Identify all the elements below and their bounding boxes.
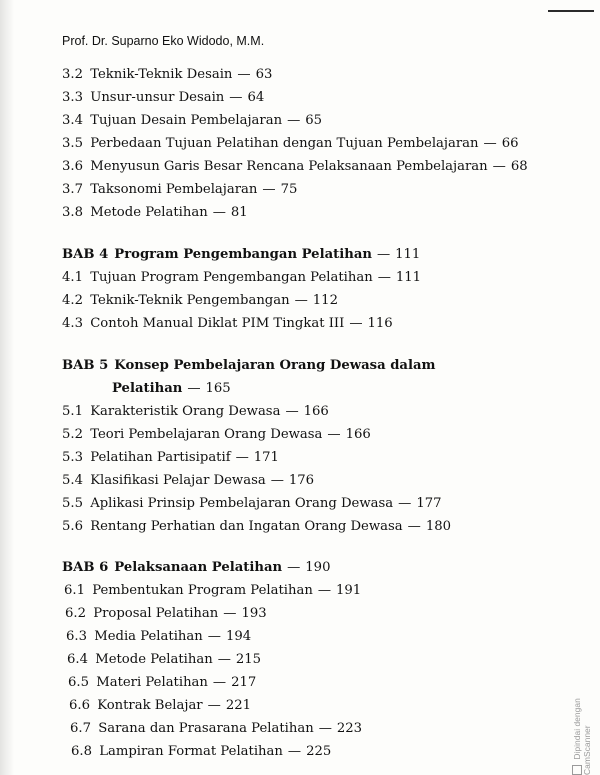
toc-number: 6.7: [70, 721, 91, 736]
toc-number: 6.6: [69, 698, 90, 713]
toc-title: Tujuan Desain Pembelajaran: [90, 113, 283, 128]
toc-number: 6.2: [65, 606, 86, 621]
toc-dash: —: [398, 496, 412, 511]
toc-number: 5.6: [62, 519, 83, 534]
toc-entry-6-8: [71, 744, 331, 759]
toc-page: 180: [425, 519, 451, 534]
toc-entry-3-4: [62, 113, 322, 128]
toc-dash: —: [270, 473, 284, 488]
toc-entry-4-2: [62, 293, 338, 308]
toc-page: 111: [395, 270, 422, 285]
toc-number: 5.2: [62, 427, 83, 442]
toc-page: 166: [345, 427, 371, 442]
toc-dash: —: [212, 205, 226, 220]
toc-dash: —: [207, 698, 221, 713]
toc-number: 6.5: [68, 675, 89, 690]
toc-number: 6.1: [64, 583, 85, 598]
toc-page: 217: [231, 675, 257, 690]
toc-title: Materi Pelatihan: [96, 675, 208, 690]
toc-page: 64: [247, 90, 265, 105]
toc-entry-5-3: [62, 450, 279, 465]
toc-dash: —: [287, 113, 301, 128]
toc-entry-5-6: [62, 519, 451, 534]
toc-number: 3.6: [62, 159, 83, 174]
toc-chapter-6: [62, 560, 330, 575]
toc-page: 111: [395, 247, 421, 262]
toc-entry-3-2: [62, 67, 272, 82]
toc-page: 165: [205, 381, 231, 396]
toc-dash: —: [223, 606, 237, 621]
toc-page: 191: [336, 583, 362, 598]
toc-title: Proposal Pelatihan: [93, 606, 219, 621]
toc-entry-5-1: [62, 404, 329, 419]
toc-dash: —: [327, 427, 341, 442]
toc-title: Teori Pembelajaran Orang Dewasa: [90, 427, 323, 442]
toc-chapter-5-continued: [112, 381, 231, 396]
toc-dash: —: [483, 136, 497, 151]
toc-page: 166: [303, 404, 329, 419]
toc-title: Pembentukan Program Pelatihan: [92, 583, 313, 598]
toc-page: 225: [306, 744, 332, 759]
scanner-watermark: [572, 655, 592, 775]
toc-dash: —: [212, 675, 227, 690]
toc-dash: —: [349, 316, 363, 331]
toc-title: Menyusun Garis Besar Rencana Pelaksanaan Pembelajaran: [90, 159, 488, 174]
toc-number: 3.2: [62, 67, 83, 82]
toc-entry-6-2: [65, 606, 267, 621]
toc-number: 3.4: [62, 113, 83, 128]
chapter-title: Program Pengembangan Pelatihan: [114, 247, 372, 262]
toc-number: 6.8: [71, 744, 92, 759]
toc-dash: —: [287, 744, 302, 759]
chapter-label: BAB 6: [62, 560, 109, 575]
toc-number: 5.1: [62, 404, 83, 419]
toc-page: 116: [367, 316, 393, 331]
toc-dash: —: [235, 450, 249, 465]
toc-chapter-5: [62, 358, 435, 373]
toc-dash: —: [317, 583, 332, 598]
toc-number: 4.1: [62, 270, 83, 285]
toc-dash: —: [217, 652, 231, 667]
toc-page: 63: [255, 67, 273, 82]
toc-number: 6.4: [67, 652, 88, 667]
toc-dash: —: [377, 270, 391, 285]
toc-number: 3.3: [62, 90, 83, 105]
toc-page: 177: [416, 496, 442, 511]
toc-number: 4.3: [62, 316, 83, 331]
toc-page: 112: [312, 293, 338, 308]
toc-title: Taksonomi Pembelajaran: [90, 182, 258, 197]
toc-entry-4-1: [62, 270, 421, 285]
toc-entry-6-1: [64, 583, 361, 598]
toc-title: Teknik-Teknik Pengembangan: [90, 293, 290, 308]
toc-entry-5-2: [62, 427, 371, 442]
toc-number: 5.3: [62, 450, 83, 465]
toc-dash: —: [492, 159, 506, 174]
running-header-author: Prof. Dr. Suparno Eko Widodo, M.M.: [62, 34, 265, 48]
toc-number: 6.3: [66, 629, 87, 644]
toc-entry-6-3: [66, 629, 251, 644]
toc-title: Tujuan Program Pengembangan Pelatihan: [90, 270, 373, 285]
toc-page: 66: [501, 136, 519, 151]
toc-page: 215: [235, 652, 262, 667]
chapter-title: Konsep Pembelajaran Orang Dewasa dalam: [114, 358, 436, 373]
toc-entry-5-5: [62, 496, 441, 511]
toc-entry-3-7: [62, 182, 297, 197]
toc-entry-3-5: [62, 136, 518, 151]
toc-title: Kontrak Belajar: [97, 698, 203, 713]
toc-title: Rentang Perhatian dan Ingatan Orang Dewasa: [90, 519, 403, 534]
toc-dash: —: [207, 629, 221, 644]
toc-entry-3-8: [62, 205, 248, 220]
toc-dash: —: [294, 293, 308, 308]
toc-title: Pelatihan Partisipatif: [90, 450, 231, 465]
toc-title: Aplikasi Prinsip Pembelajaran Orang Dewasa: [90, 496, 394, 511]
toc-entry-5-4: [62, 473, 314, 488]
toc-dash: —: [318, 721, 332, 736]
toc-dash: —: [229, 90, 243, 105]
toc-dash: —: [407, 519, 421, 534]
toc-dash: —: [237, 67, 251, 82]
toc-entry-4-3: [62, 316, 393, 331]
toc-page: 81: [230, 205, 248, 220]
toc-number: 3.8: [62, 205, 83, 220]
toc-page: 176: [288, 473, 315, 488]
toc-number: 4.2: [62, 293, 83, 308]
toc-dash: —: [187, 381, 201, 396]
toc-entry-6-4: [67, 652, 261, 667]
toc-title: Contoh Manual Diklat PIM Tingkat III: [90, 316, 345, 331]
toc-page: 65: [305, 113, 323, 128]
toc-page: 223: [336, 721, 363, 736]
toc-title: Unsur-unsur Desain: [90, 90, 225, 105]
chapter-title-continued: Pelatihan: [112, 381, 183, 396]
chapter-label: BAB 5: [62, 358, 109, 373]
chapter-title: Pelaksanaan Pelatihan: [114, 560, 283, 575]
chapter-label: BAB 4: [62, 247, 109, 262]
toc-title: Metode Pelatihan: [90, 205, 208, 220]
toc-title: Sarana dan Prasarana Pelatihan: [98, 721, 314, 736]
toc-entry-6-5: [68, 675, 256, 690]
scanner-watermark-text: Dipindai dengan CamScanner: [572, 698, 592, 775]
toc-number: 5.4: [62, 473, 83, 488]
toc-chapter-4: [62, 247, 420, 262]
toc-page: 190: [305, 560, 331, 575]
toc-title: Media Pelatihan: [94, 629, 203, 644]
toc-title: Karakteristik Orang Dewasa: [90, 404, 281, 419]
toc-entry-6-7: [70, 721, 362, 736]
toc-title: Teknik-Teknik Desain: [90, 67, 233, 82]
toc-number: 3.5: [62, 136, 83, 151]
toc-page: 194: [225, 629, 252, 644]
toc-title: Lampiran Format Pelatihan: [99, 744, 283, 759]
toc-title: Perbedaan Tujuan Pelatihan dengan Tujuan Pembelajaran: [90, 136, 479, 151]
toc-number: 3.7: [62, 182, 83, 197]
toc-title: Klasifikasi Pelajar Dewasa: [90, 473, 266, 488]
toc-entry-3-3: [62, 90, 264, 105]
toc-dash: —: [287, 560, 301, 575]
toc-page: 75: [280, 182, 298, 197]
toc-title: Metode Pelatihan: [95, 652, 213, 667]
toc-page: 171: [253, 450, 279, 465]
toc-number: 5.5: [62, 496, 83, 511]
toc-dash: —: [262, 182, 276, 197]
page-edge-shadow: [0, 0, 14, 775]
toc-dash: —: [376, 247, 391, 262]
scanner-logo-icon: [572, 765, 582, 775]
toc-page: 193: [241, 606, 267, 621]
toc-dash: —: [285, 404, 299, 419]
toc-entry-6-6: [69, 698, 251, 713]
toc-page: 221: [225, 698, 251, 713]
top-edge-mark: [548, 10, 594, 12]
toc-entry-3-6: [62, 159, 528, 174]
toc-page: 68: [510, 159, 528, 174]
